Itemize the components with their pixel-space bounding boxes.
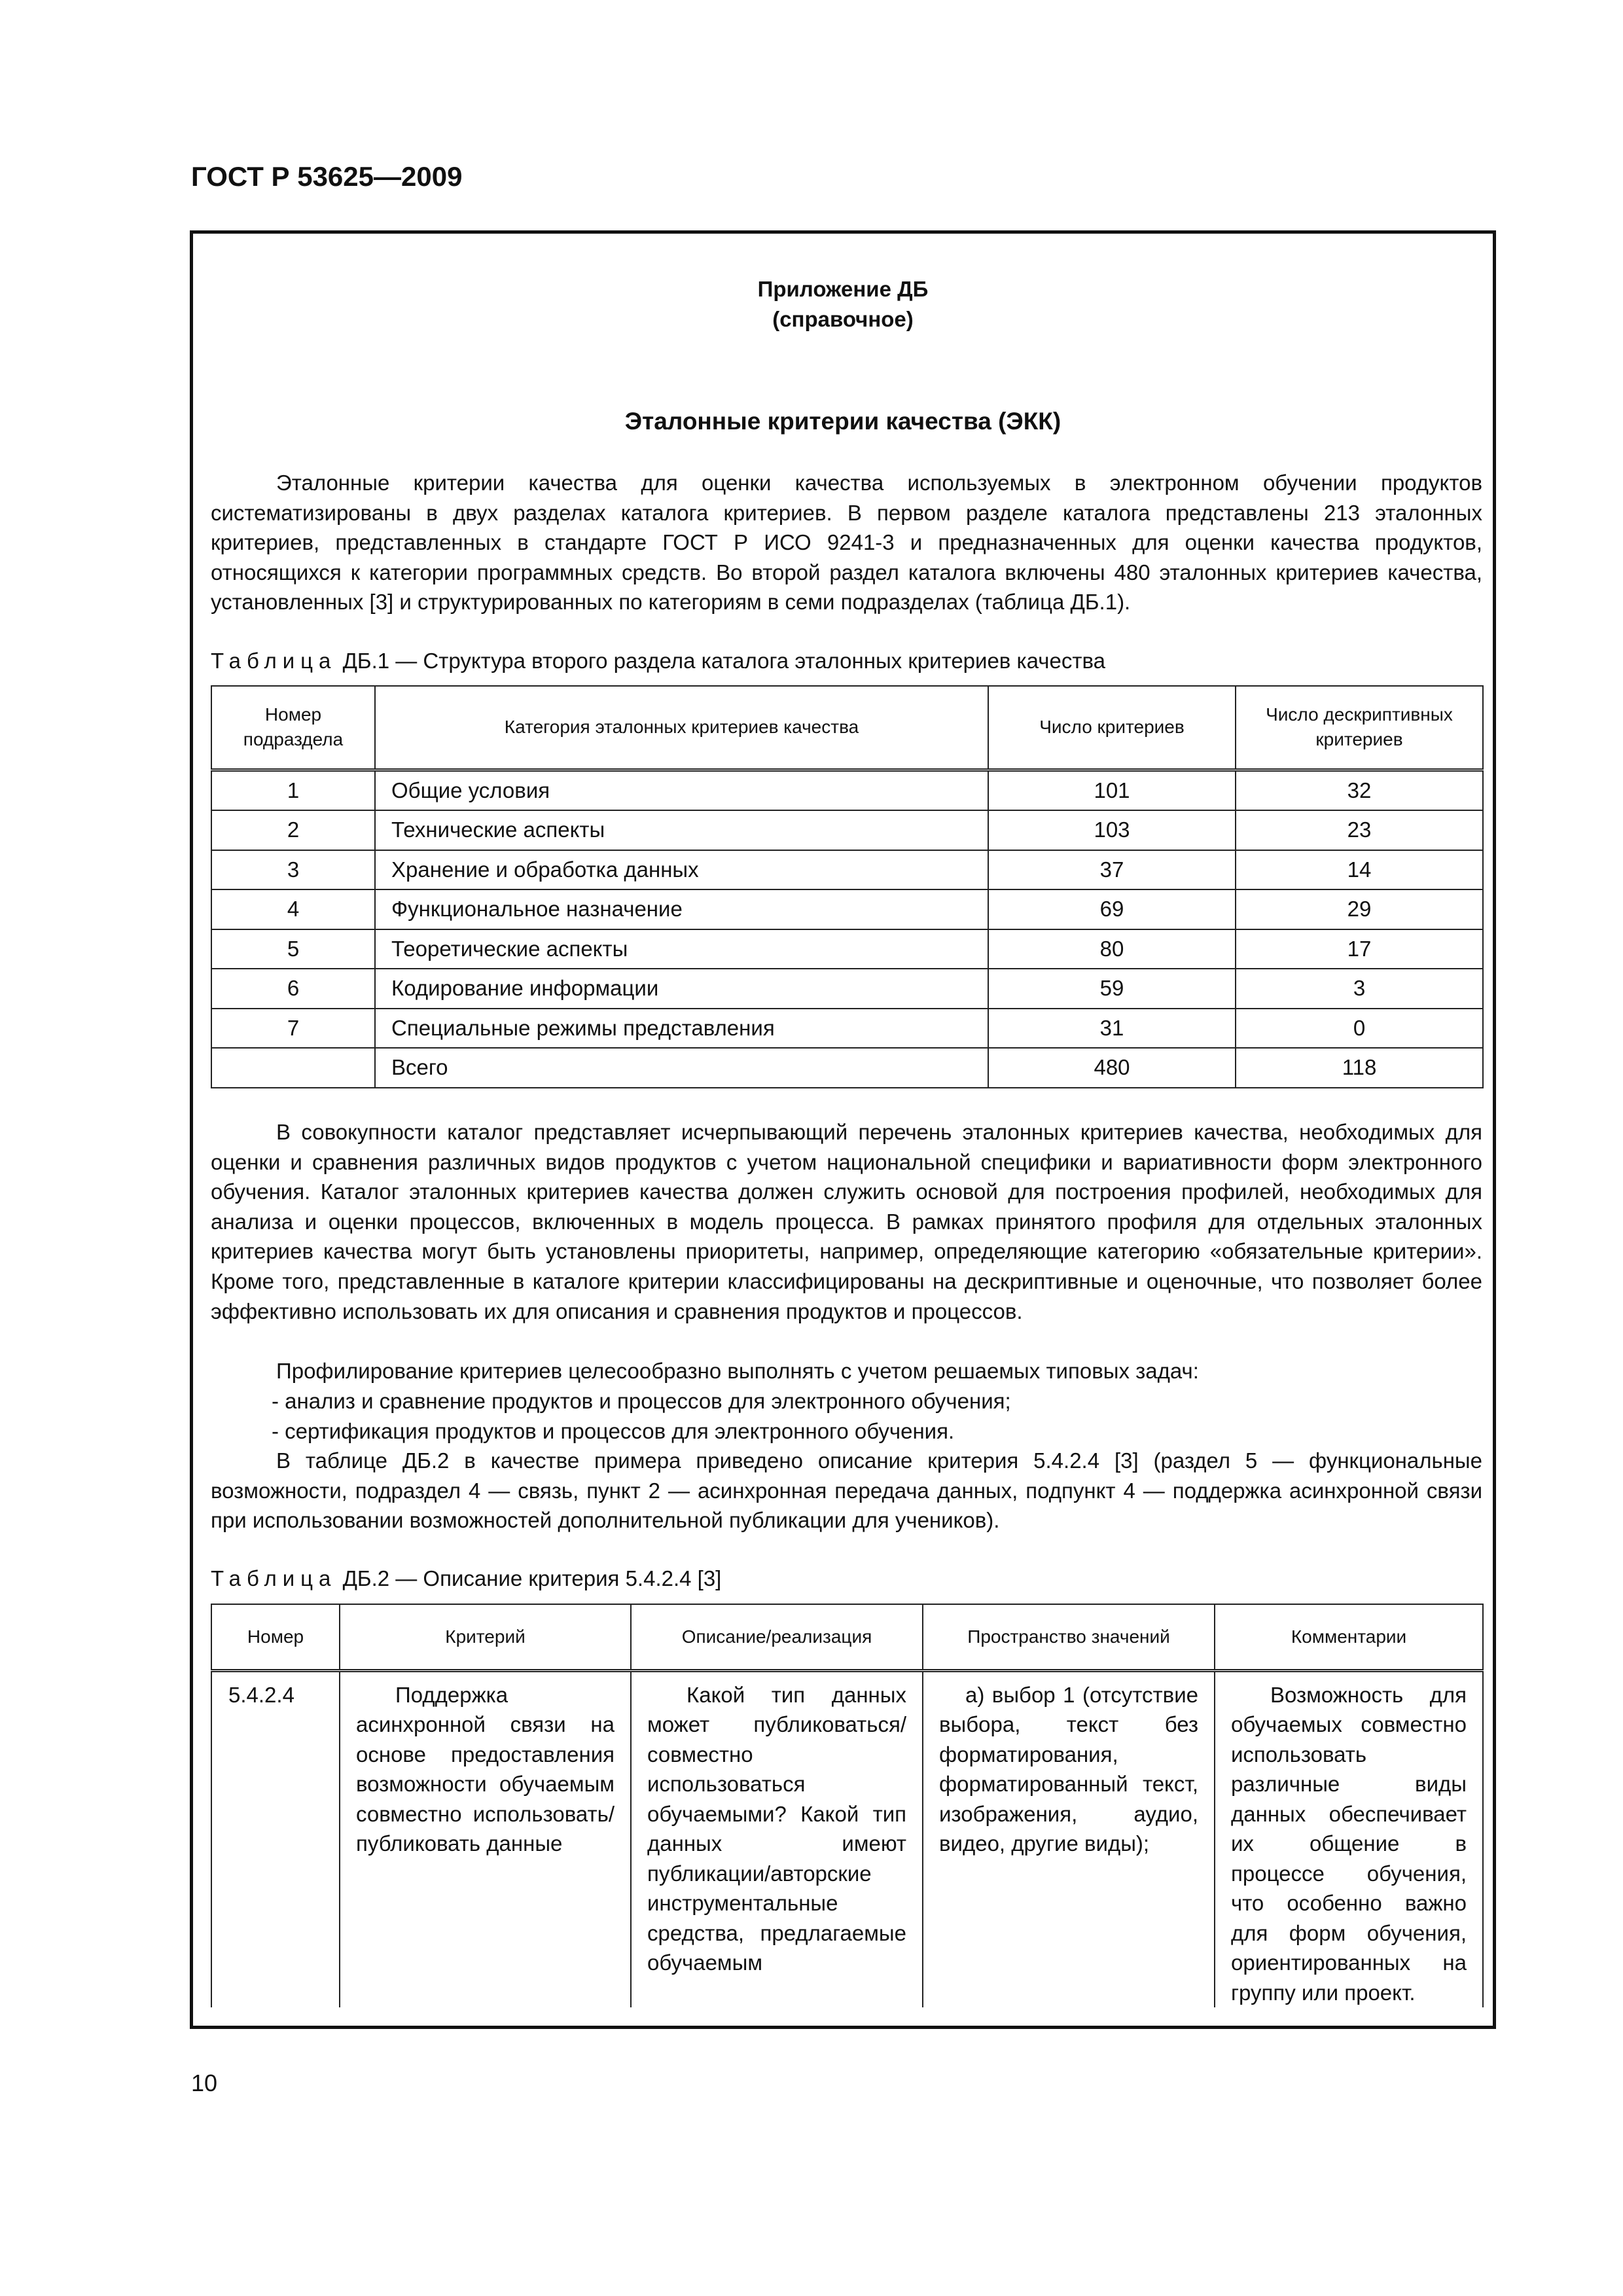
table-row [211,889,1483,929]
table2-header-row [211,1604,1483,1670]
table2-header-cell: Номер [211,1604,340,1670]
example-paragraph: В таблице ДБ.2 в качестве примера приведено описание критерия 5.4.2.4 [3] (раздел 5 — функциональные возможности, подраздел 4 — связь, пункт 2 — асинхронная передача данных, подпункт 4 — поддержка асинхронной связи при использовании возможностей дополнительной публикации для учеников). [211,1448,1482,1533]
table2-header-cell: Критерий [340,1604,631,1670]
table1-header-cell: Категория эталонных критериев качества [375,686,988,770]
table1-header-row [211,686,1483,770]
table2-header-cell: Комментарии [1215,1604,1483,1670]
table-cell: Теоретические аспекты [375,929,988,969]
table-cell: Хранение и обработка данных [375,850,988,890]
table-row [211,770,1483,810]
table-row [211,1670,1483,2007]
table1-structure [211,685,1484,1088]
table-cell: 5 [211,929,375,969]
criterion-number-cell: 5.4.2.4 [211,1670,340,2007]
table-cell: 2 [211,810,375,850]
table-cell: 101 [988,770,1236,810]
appendix-heading [193,274,1493,334]
table-row-total [211,1048,1483,1088]
table-cell: Общие условия [375,770,988,810]
table-cell: 32 [1236,770,1483,810]
table1-header-cell: Номер подраздела [211,686,375,770]
table-cell: 59 [988,969,1236,1009]
table-row [211,929,1483,969]
table-cell: Кодирование информации [375,969,988,1009]
table-cell: 103 [988,810,1236,850]
table2-header-cell: Пространство значений [923,1604,1215,1670]
intro-paragraph: Эталонные критерии качества для оценки качества используемых в электронном обучении продуктов систематизированы в двух разделах каталога критериев. В первом разделе каталога представлены 213 эталонных критериев, представленных в стандарте ГОСТ Р ИСО 9241-3 и предназначенных для оценки качества продуктов, относящихся к категории программных средств. Во второй раздел каталога включены 480 эталонных критериев качества, установленных [3] и структурированных по категориям в семи подразделах (таблица ДБ.1). [211,471,1482,615]
table2-header-cell: Описание/реализация [631,1604,923,1670]
body-paragraph: В совокупности каталог представляет исчерпывающий перечень эталонных критериев качества, необходимых для оценки и сравнения различных видов продуктов с учетом национальной специфики и вариативности форм электронного обучения. Каталог эталонных критериев качества должен служить основой для построения профилей, необходимых для анализа и оценки процессов, включенных в модель процесса. В рамках принятого профиля для отдельных эталонных критериев качества могут быть установлены приоритеты, например, определяющие категорию «обязательные критерии». Кроме того, представленные в каталоге критерии классифицированы на дескриптивные и оценочные, что позволяет более эффективно использовать их для описания и сравнения продуктов и процессов. [211,1120,1482,1323]
table-cell: 37 [988,850,1236,890]
table-row [211,850,1483,890]
table-cell: 3 [1236,969,1483,1009]
table-cell: 17 [1236,929,1483,969]
section-title: Эталонные критерии качества (ЭКК) [624,408,1061,435]
table2-criterion [211,1604,1484,2007]
appendix-title: Приложение ДБ [757,277,929,301]
table-row [211,810,1483,850]
criterion-cell: Поддержка асинхронной связи на основе предоставления возможности обучаемым совместно использовать/публиковать данные [340,1670,631,2007]
table-cell: 31 [988,1009,1236,1049]
table-cell: Технические аспекты [375,810,988,850]
table-cell: 69 [988,889,1236,929]
table-cell: 80 [988,929,1236,969]
table-cell: 480 [988,1048,1236,1088]
appendix-subtitle: (справочное) [772,307,914,331]
task-list [272,1386,1482,1446]
list-item: - сертификация продуктов и процессов для электронного обучения. [272,1418,955,1443]
table-cell: 3 [211,850,375,890]
table-cell: 6 [211,969,375,1009]
table-row [211,969,1483,1009]
table-cell: 14 [1236,850,1483,890]
table-row [211,1009,1483,1049]
list-item: - анализ и сравнение продуктов и процессов для электронного обучения; [272,1389,1011,1413]
appendix-frame [190,230,1496,2029]
table-cell: 118 [1236,1048,1483,1088]
table2-caption: Таблица ДБ.2 — Описание критерия 5.4.2.4 [3] [211,1566,722,1590]
table-cell [211,1048,375,1088]
description-cell: Какой тип данных может публиковаться/совместно использоваться обучаемыми? Какой тип данных имеют публикации/авторские инструментальные средства, предлагаемые обучаемым [631,1670,923,2007]
value-space-cell: а) выбор 1 (отсутствие выбора, текст без форматирования, форматированный текст, изображения, аудио, видео, другие виды); [923,1670,1215,2007]
table-cell: Функциональное назначение [375,889,988,929]
table1-caption: Таблица ДБ.1 — Структура второго раздела каталога эталонных критериев качества [211,649,1105,673]
table-cell: 7 [211,1009,375,1049]
table-cell: 29 [1236,889,1483,929]
page-number: 10 [191,2070,218,2096]
table-cell: 0 [1236,1009,1483,1049]
table-cell: 23 [1236,810,1483,850]
table-cell: Специальные режимы представления [375,1009,988,1049]
table1-header-cell: Число критериев [988,686,1236,770]
table-cell: 1 [211,770,375,810]
table1-header-cell: Число дескриптивных критериев [1236,686,1483,770]
table-cell: Всего [375,1048,988,1088]
document-id: ГОСТ Р 53625—2009 [191,161,463,192]
table-cell: 4 [211,889,375,929]
body-paragraph: Профилирование критериев целесообразно выполнять с учетом решаемых типовых задач: [276,1359,1199,1383]
comment-cell: Возможность для обучаемых совместно использовать различные виды данных обеспечивает их общение в процессе обучения, что особенно важно для форм обучения, ориентированных на группу или проект. [1215,1670,1483,2007]
